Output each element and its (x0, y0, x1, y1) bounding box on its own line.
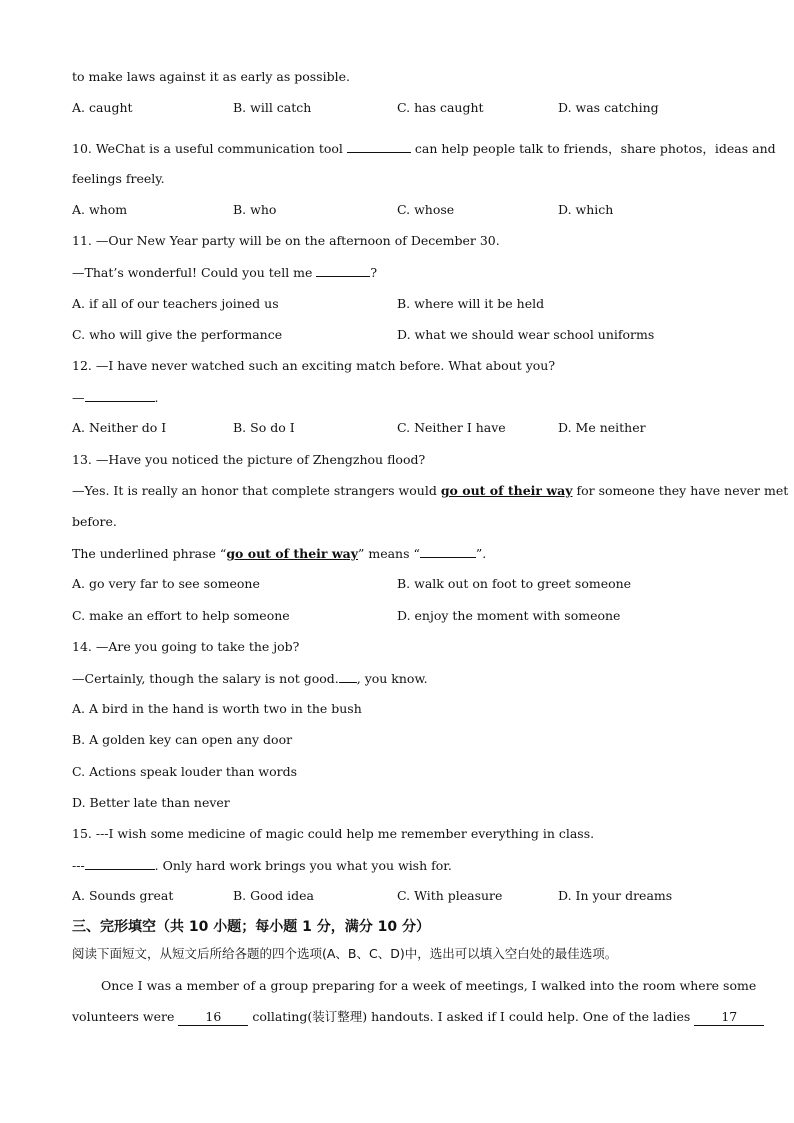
q13-stem-line4-a: The underlined phrase “ (72, 546, 227, 561)
passage-line2-b: collating(装订整理) handouts. I asked if I could help. One of the ladies (252, 1009, 691, 1024)
q13-option-c: C. make an effort to help someone (72, 608, 290, 623)
q13-answer-blank (420, 545, 476, 558)
q13-stem-line2-a: —Yes. It is really an honor that complete strangers would (72, 483, 437, 498)
q14-stem-line2 (72, 670, 428, 687)
q13-stem-line3: before. (72, 514, 117, 529)
q13-option-b: B. walk out on foot to greet someone (397, 576, 632, 591)
q12-stem-line2-b: . (154, 390, 159, 405)
q12-answer-blank (85, 389, 155, 402)
passage-line2-a: volunteers were (72, 1009, 175, 1024)
q10-stem-part2: can help people talk to friends，share photos，ideas and (414, 141, 776, 156)
cloze-blank-16: 16 (178, 1009, 248, 1026)
q11-stem-line2-b: ? (370, 265, 378, 280)
q12-option-d: D. Me neither (558, 420, 646, 435)
q15-option-a: A. Sounds great (72, 888, 174, 903)
q10-stem-part1: 10. WeChat is a useful communication tool (72, 141, 343, 156)
passage-line2 (72, 1009, 764, 1026)
q9-option-a: A. caught (72, 100, 133, 115)
q9-continuation: to make laws against it as early as possible. (72, 69, 350, 84)
q9-option-b: B. will catch (233, 100, 312, 115)
q12-option-c: C. Neither I have (397, 420, 506, 435)
q15-stem-line2 (72, 857, 452, 874)
q10-option-b: B. who (233, 202, 277, 217)
q15-stem-line1: 15. ---I wish some medicine of magic could help me remember everything in class. (72, 826, 595, 841)
q15-stem-line2-a: --- (72, 858, 85, 873)
q11-option-c: C. who will give the performance (72, 327, 283, 342)
q13-stem-line1: 13. —Have you noticed the picture of Zhengzhou flood? (72, 452, 426, 467)
q15-option-b: B. Good idea (233, 888, 314, 903)
passage-line1: Once I was a member of a group preparing for a week of meetings, I walked into the room where some (101, 978, 757, 993)
q14-stem-line2-b: , you know. (356, 671, 428, 686)
section-heading: 三、完形填空（共 10 小题；每小题 1 分，满分 10 分） (72, 919, 430, 935)
cloze-blank-17: 17 (694, 1009, 764, 1026)
q10-stem (72, 140, 776, 157)
q15-option-d: D. In your dreams (558, 888, 673, 903)
q12-option-b: B. So do I (233, 420, 295, 435)
q12-stem-line2 (72, 389, 158, 406)
q13-underlined-phrase: go out of their way (440, 483, 573, 498)
q11-option-b: B. where will it be held (397, 296, 545, 311)
q13-option-a: A. go very far to see someone (72, 576, 260, 591)
q14-option-a: A. A bird in the hand is worth two in the bush (72, 701, 362, 716)
q11-stem-line2-a: —That’s wonderful! Could you tell me (72, 265, 313, 280)
q10-answer-blank (347, 140, 411, 153)
q11-option-d: D. what we should wear school uniforms (397, 327, 655, 342)
q15-stem-line2-b: . Only hard work brings you what you wish for. (154, 858, 452, 873)
q9-option-d: D. was catching (558, 100, 659, 115)
q12-option-a: A. Neither do I (72, 420, 167, 435)
q14-option-b: B. A golden key can open any door (72, 732, 293, 747)
q14-option-c: C. Actions speak louder than words (72, 764, 297, 779)
q10-option-d: D. which (558, 202, 614, 217)
q13-stem-line2 (72, 483, 788, 499)
q12-stem-line2-a: — (72, 390, 85, 405)
q14-option-d: D. Better late than never (72, 795, 230, 810)
q13-option-d: D. enjoy the moment with someone (397, 608, 621, 623)
q14-answer-blank (339, 670, 357, 683)
q13-stem-line4-b: ” means “ (357, 546, 420, 561)
q11-stem-line2 (72, 264, 377, 281)
q10-option-c: C. whose (397, 202, 455, 217)
q15-answer-blank (85, 857, 155, 870)
q10-option-a: A. whom (72, 202, 128, 217)
q11-answer-blank (316, 264, 370, 277)
q13-stem-line4-c: ”. (475, 546, 487, 561)
q12-stem-line1: 12. —I have never watched such an exciting match before. What about you? (72, 358, 556, 373)
q14-stem-line2-a: —Certainly, though the salary is not good. (72, 671, 339, 686)
q11-option-a: A. if all of our teachers joined us (72, 296, 279, 311)
section-instruction: 阅读下面短文，从短文后所给各题的四个选项(A、B、C、D)中，选出可以填入空白处的最佳选项。 (72, 946, 618, 961)
q13-stem-line2-b: for someone they have never met (576, 483, 789, 498)
q10-stem-line2: feelings freely. (72, 171, 165, 186)
q13-underlined-phrase-quoted: go out of their way (226, 546, 358, 561)
q11-stem-line1: 11. —Our New Year party will be on the afternoon of December 30. (72, 233, 500, 248)
q9-option-c: C. has caught (397, 100, 484, 115)
q15-option-c: C. With pleasure (397, 888, 503, 903)
q14-stem-line1: 14. —Are you going to take the job? (72, 639, 300, 654)
q13-stem-line4 (72, 545, 486, 562)
